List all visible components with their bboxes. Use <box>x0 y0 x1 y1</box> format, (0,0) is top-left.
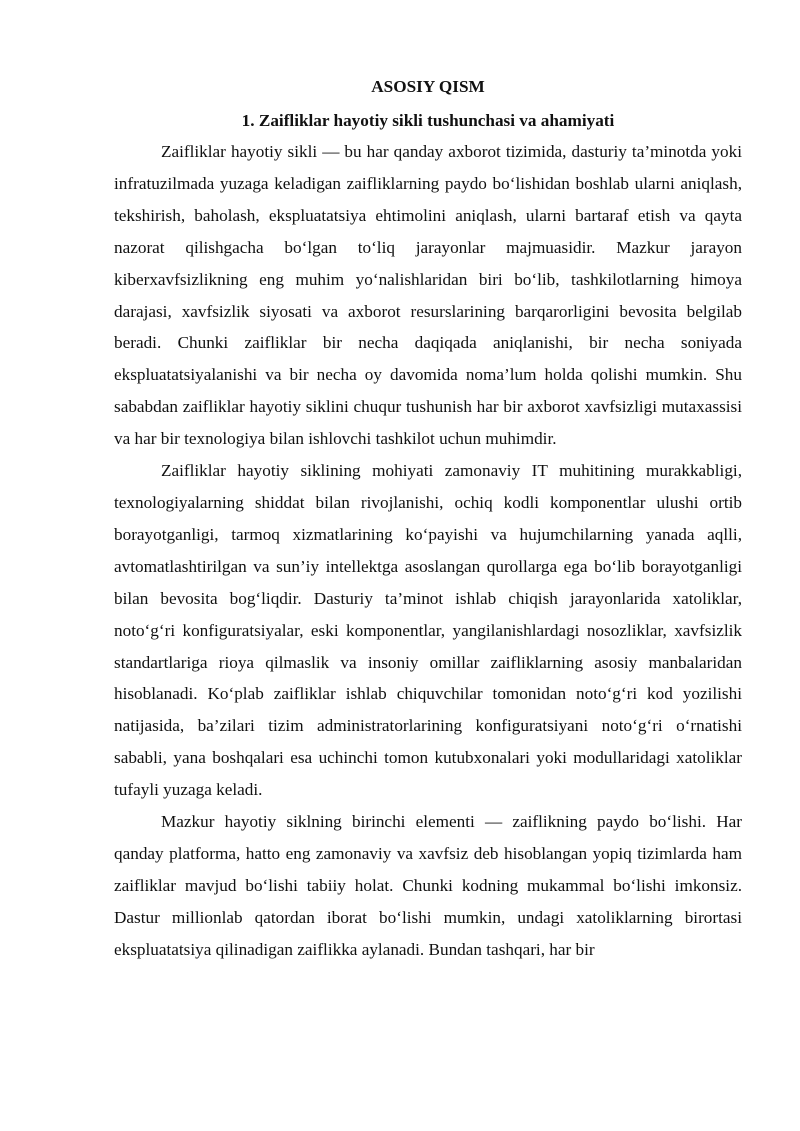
paragraph-1: Zaifliklar hayotiy sikli — bu har qanday axborot tizimida, dasturiy ta’minotda yoki infratuzilmada yuzaga keladigan zaifliklarning paydo bo‘lishidan boshlab ularni aniqlash, tekshirish, baholash, ekspluatatsiya ehtimolini aniqlash, ularni bartaraf etish va qayta nazorat qilishgacha bo‘lgan to‘liq jarayonlar majmuasidir. Mazkur jarayon kiberxavfsizlikning eng muhim yo‘nalishlaridan biri bo‘lib, tashkilotlarning himoya darajasi, xavfsizlik siyosati va axborot resurslarining barqarorligini bevosita belgilab beradi. Chunki zaifliklar bir necha daqiqada aniqlanishi, bir necha soniyada ekspluatatsiyalanishi va bir necha oy davomida noma’lum holda qolishi mumkin. Shu sababdan zaifliklar hayotiy siklini chuqur tushunish har bir axborot xavfsizligi mutaxassisi va har bir texnologiya bilan ishlovchi tashkilot uchun muhimdir. <box>114 142 742 449</box>
section-heading: 1. Zaifliklar hayotiy sikli tushunchasi va ahamiyati <box>241 111 615 130</box>
paragraph-2: Zaifliklar hayotiy siklining mohiyati zamonaviy IT muhitining murakkabligi, texnologiyalarning shiddat bilan rivojlanishi, ochiq kodli komponentlar ulushi ortib borayotganligi, tarmoq xizmatlarining ko‘payishi va hujumchilarning yanada aqlli, avtomatlashtirilgan va sun’iy intellektga asoslangan qurollarga ega bo‘lib borayotganligi bilan bevosita bog‘liqdir. Dasturiy ta’minot ishlab chiqish jarayonlarida xatoliklar, noto‘g‘ri konfiguratsiyalar, eski komponentlar, yangilanishlardagi nosozliklar, xavfsizlik standartlariga rioya qilmaslik va insoniy omillar zaifliklarning asosiy manbalaridan hisoblanadi. Ko‘plab zaifliklar ishlab chiquvchilar tomonidan noto‘g‘ri kod yozilishi natijasida, ba’zilari tizim administratorlarining konfiguratsiyani noto‘g‘ri o‘rnatishi sababli, yana boshqalari esa uchinchi tomon kutubxonalari yoki modullaridagi xatoliklar tufayli yuzaga keladi. <box>114 461 742 800</box>
paragraph-3: Mazkur hayotiy siklning birinchi elementi — zaiflikning paydo bo‘lishi. Har qanday platforma, hatto eng zamonaviy va xavfsiz deb hisoblangan yopiq tizimlarda ham zaifliklar mavjud bo‘lishi tabiiy holat. Chunki kodning mukammal bo‘lishi imkonsiz. Dastur millionlab qatordan iborat bo‘lishi mumkin, undagi xatoliklarning birortasi ekspluatatsiya qilinadigan zaiflikka aylanadi. Bundan tashqari, har bir <box>114 812 742 959</box>
main-heading: ASOSIY QISM <box>371 77 485 96</box>
document-body <box>114 73 742 966</box>
